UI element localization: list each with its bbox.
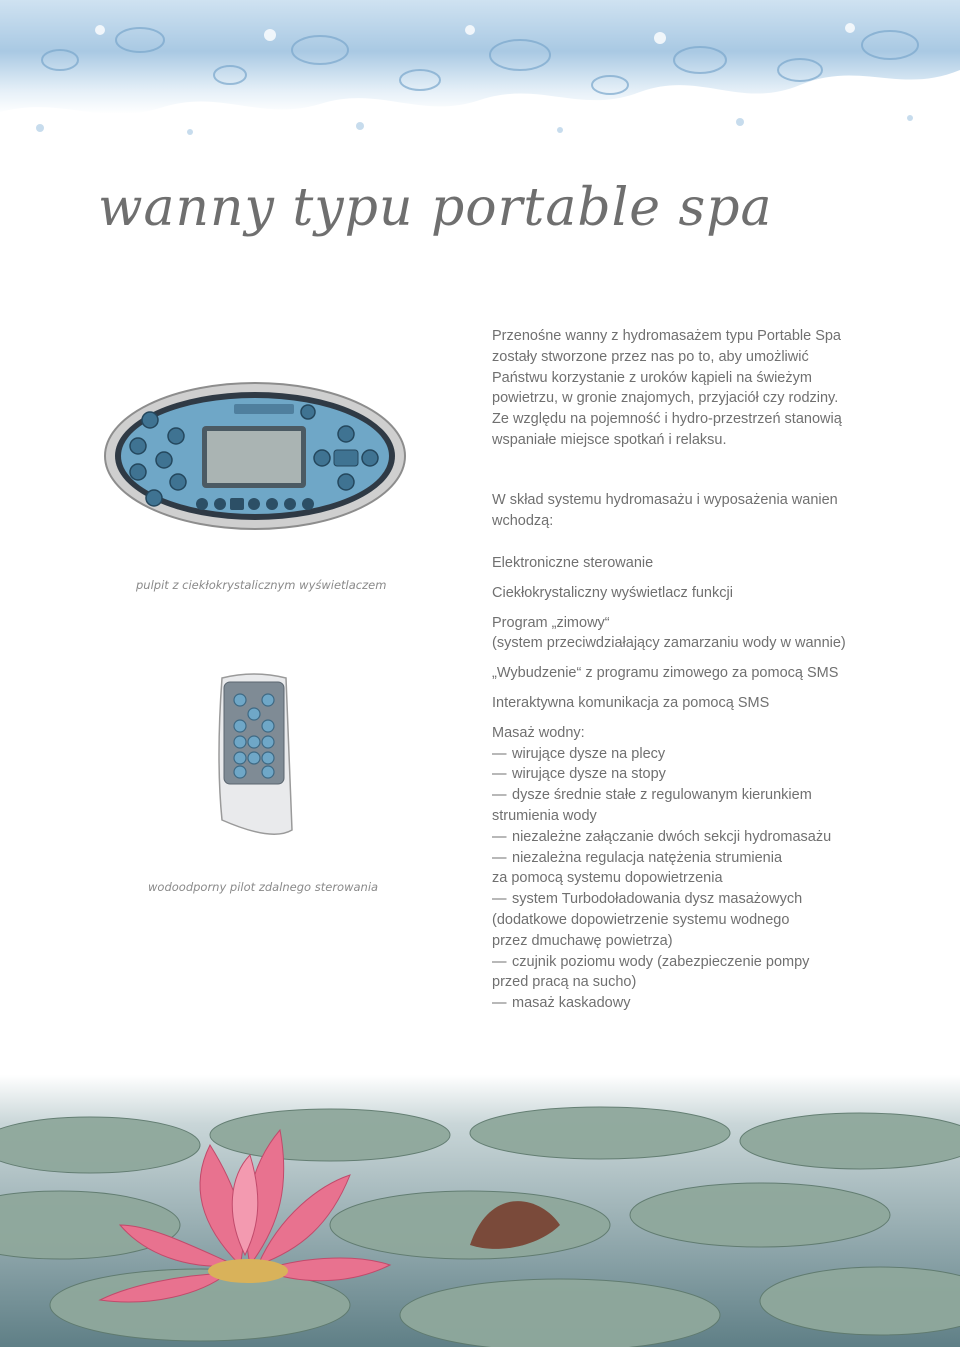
feature-sms-communication: Interaktywna komunikacja za pomocą SMS xyxy=(492,694,770,711)
massage-item-text: dysze średnie stałe z regulowanym kierunkiem xyxy=(512,787,812,804)
remote-control-image xyxy=(212,670,296,840)
massage-item xyxy=(492,785,932,806)
composition-line: W skład systemu hydromasażu i wyposażenia wanien xyxy=(492,492,838,508)
intro-line: zostały stworzone przez nas po to, aby umożliwić xyxy=(492,348,809,365)
massage-item-text: niezależne załączanie dwóch sekcji hydromasażu xyxy=(512,828,832,845)
dash: — xyxy=(492,953,507,970)
feature-item xyxy=(492,613,932,655)
massage-item xyxy=(492,889,932,910)
feature-item-massage xyxy=(492,723,932,1014)
water-splash-image xyxy=(0,0,960,170)
massage-item xyxy=(492,848,932,869)
feature-winter-description: (system przeciwdziałający zamarzaniu wody w wannie) xyxy=(492,635,846,652)
massage-item xyxy=(492,764,932,785)
dash: — xyxy=(492,828,507,845)
massage-item xyxy=(492,952,932,973)
massage-item-continuation: przez dmuchawę powietrza) xyxy=(492,932,673,949)
massage-item xyxy=(492,827,932,848)
lcd-control-panel-image xyxy=(104,382,406,530)
composition-line: wchodzą: xyxy=(492,512,554,529)
massage-item-continuation: za pomocą systemu dopowietrzenia xyxy=(492,870,723,887)
dash: — xyxy=(492,787,507,804)
panel-caption: pulpit z ciekłokrystalicznym wyświetlaczem xyxy=(136,578,387,592)
massage-item xyxy=(492,993,932,1014)
intro-line: Ze względu na pojemność i hydro-przestrzeń stanowią xyxy=(492,411,842,428)
intro-paragraph xyxy=(492,326,932,451)
feature-lcd-display: Ciekłokrystaliczny wyświetlacz funkcji xyxy=(492,584,733,601)
intro-line: powietrzu, w gronie znajomych, przyjaciół czy rodziny. xyxy=(492,390,839,407)
dash: — xyxy=(492,891,507,908)
intro-line: wspaniałe miejsce spotkań i relaksu. xyxy=(492,431,727,448)
water-lily-image xyxy=(0,1075,960,1347)
composition-paragraph xyxy=(492,490,932,532)
massage-item-text: masaż kaskadowy xyxy=(512,995,631,1012)
page-title: wanny typu portable spa xyxy=(98,178,773,238)
remote-caption: wodoodporny pilot zdalnego sterowania xyxy=(148,880,379,894)
intro-line: Państwu korzystanie z uroków kąpieli na świeżym xyxy=(492,369,812,386)
feature-list xyxy=(492,553,932,1023)
feature-winter-program: Program „zimowy“ xyxy=(492,614,610,631)
massage-heading: Masaż wodny: xyxy=(492,724,585,741)
dash: — xyxy=(492,995,507,1012)
massage-item-text: wirujące dysze na stopy xyxy=(512,766,666,783)
massage-item-continuation: (dodatkowe dopowietrzenie systemu wodnego xyxy=(492,911,790,928)
feature-sms-wakeup: „Wybudzenie“ z programu zimowego za pomocą SMS xyxy=(492,665,839,682)
dash: — xyxy=(492,766,507,783)
massage-item-continuation: strumienia wody xyxy=(492,807,597,824)
massage-item-text: system Turbodoładowania dysz masażowych xyxy=(512,891,803,908)
feature-item xyxy=(492,693,932,714)
dash: — xyxy=(492,849,507,866)
feature-item xyxy=(492,583,932,604)
massage-item-text: niezależna regulacja natężenia strumienia xyxy=(512,849,783,866)
feature-electronic-control: Elektroniczne sterowanie xyxy=(492,555,654,571)
intro-line: Przenośne wanny z hydromasażem typu Portable Spa xyxy=(492,328,841,344)
feature-item xyxy=(492,553,932,574)
feature-item xyxy=(492,663,932,684)
massage-item xyxy=(492,744,932,765)
massage-item-continuation: przed pracą na sucho) xyxy=(492,974,637,991)
massage-item-text: czujnik poziomu wody (zabezpieczenie pompy xyxy=(512,953,810,970)
massage-item-text: wirujące dysze na plecy xyxy=(512,745,666,762)
dash: — xyxy=(492,745,507,762)
